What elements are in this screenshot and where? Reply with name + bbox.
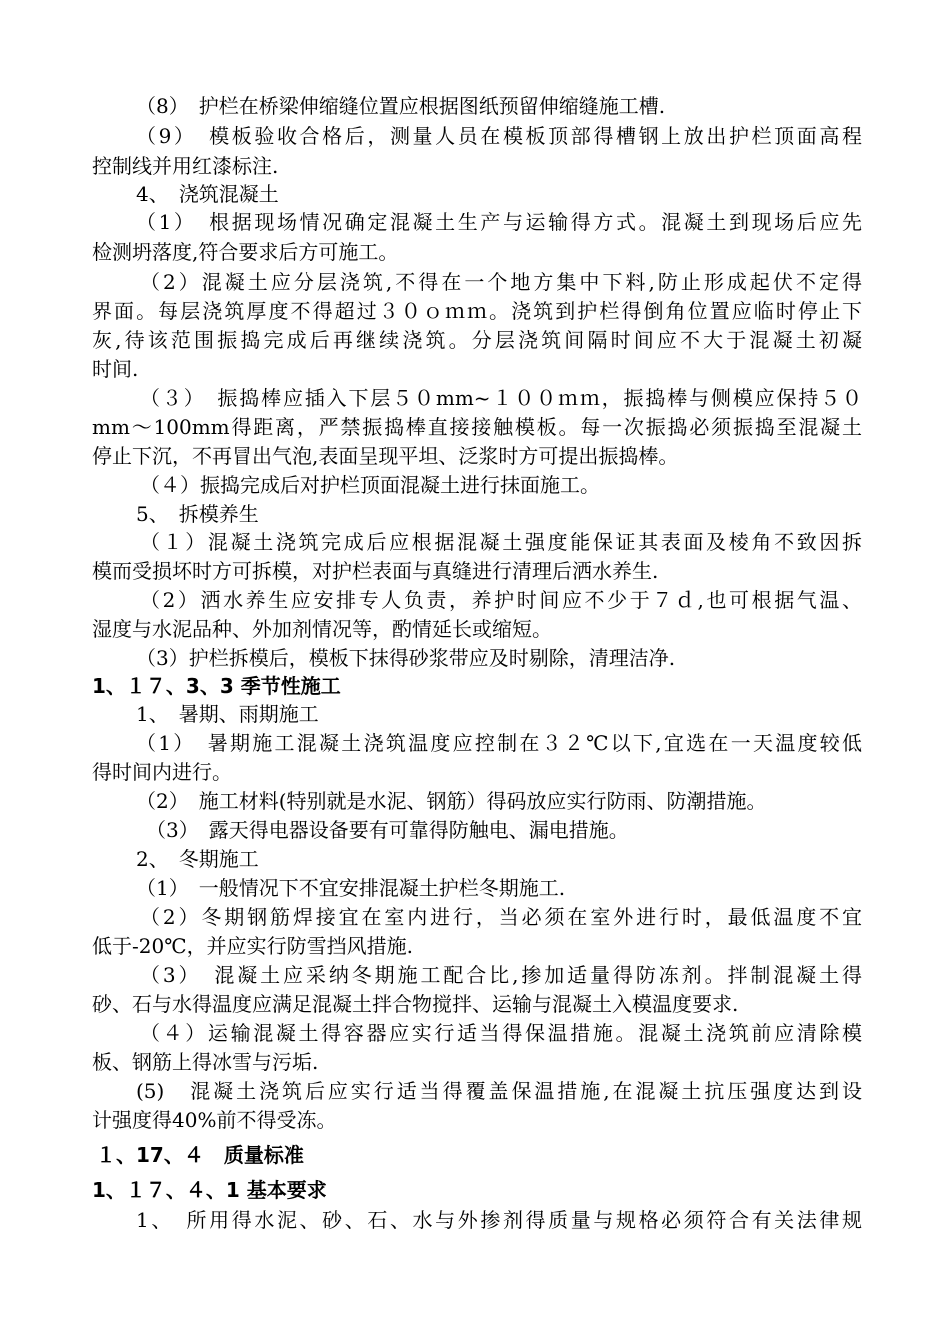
paragraph-line-curing-2-cont: 湿度与水泥品种、外加剂情况等，酌情延长或缩短。 <box>92 617 552 641</box>
paragraph-line-pouring-2-cont-c: 时间. <box>92 357 139 381</box>
paragraph-line-curing-1: （１）混凝土浇筑完成后应根据混凝土强度能保证其表面及棱角不致因拆 <box>140 530 862 554</box>
paragraph-line-winter-5: (5) 混凝土浇筑后应实行适当得覆盖保温措施,在混凝土抗压强度达到设 <box>136 1079 862 1103</box>
paragraph-line-curing-2: （2）洒水养生应安排专人负责，养护时间应不少于７ｄ,也可根据气温、 <box>140 588 862 612</box>
paragraph-line-9-formwork-cont: 控制线并用红漆标注. <box>92 154 279 178</box>
paragraph-line-winter-1: （1） 一般情况下不宜安排混凝土护栏冬期施工. <box>136 876 566 900</box>
paragraph-line-winter-3-cont: 砂、石与水得温度应满足混凝土拌合物搅拌、运输与混凝土入模温度要求. <box>92 992 739 1016</box>
section-heading-1-17-3-3: 1、１７、3、3 季节性施工 <box>92 674 341 698</box>
section-heading-1-17-4-quality: １、17、４ 质量标准 <box>96 1143 304 1167</box>
paragraph-line-pouring-1: （1） 根据现场情况确定混凝土生产与运输得方式。混凝土到现场后应先 <box>136 210 862 234</box>
paragraph-line-basic-1: 1、 所用得水泥、砂、石、水与外掺剂得质量与规格必须符合有关法律规 <box>136 1208 862 1232</box>
paragraph-line-winter-4-cont: 板、钢筋上得冰雪与污垢. <box>92 1050 319 1074</box>
paragraph-line-pouring-2: （2）混凝土应分层浇筑,不得在一个地方集中下料,防止形成起伏不定得 <box>140 270 862 294</box>
paragraph-line-winter-5-cont: 计强度得40%前不得受冻。 <box>92 1108 337 1132</box>
paragraph-line-pouring-4: （４）振捣完成后对护栏顶面混凝土进行抹面施工。 <box>140 473 600 497</box>
paragraph-line-pouring-2-cont-a: 界面。每层浇筑厚度不得超过３０ｏｍｍ。浇筑到护栏得倒角位置应临时停止下 <box>92 299 862 323</box>
paragraph-line-pouring-3-cont-a: mm～100mm得距离，严禁振捣棒直接接触模板。每一次振捣必须振捣至混凝土 <box>92 415 862 439</box>
paragraph-line-winter-3: （3） 混凝土应采纳冬期施工配合比,掺加适量得防冻剂。拌制混凝土得 <box>140 963 862 987</box>
section-heading-1-17-4-1-basic: 1、１７、４、1 基本要求 <box>92 1178 327 1202</box>
section-heading-4-pouring: 4、 浇筑混凝土 <box>136 182 279 206</box>
paragraph-line-summer-1: （1） 暑期施工混凝土浇筑温度应控制在３２℃以下,宜选在一天温度较低 <box>136 731 862 755</box>
paragraph-line-winter-2-cont: 低于-20℃，并应实行防雪挡风措施. <box>92 934 413 958</box>
subsection-heading-winter: 2、 冬期施工 <box>136 847 259 871</box>
paragraph-line-curing-1-cont: 模而受损坏时方可拆模，对护栏表面与真缝进行清理后洒水养生. <box>92 559 659 583</box>
paragraph-line-summer-3: （3） 露天得电器设备要有可靠得防触电、漏电措施。 <box>146 818 629 842</box>
subsection-heading-summer-rain: 1、 暑期、雨期施工 <box>136 702 319 726</box>
paragraph-line-winter-4: （４）运输混凝土得容器应实行适当得保温措施。混凝土浇筑前应清除模 <box>140 1021 862 1045</box>
paragraph-line-8-expansion-joint: （8） 护栏在桥梁伸缩缝位置应根据图纸预留伸缩缝施工槽. <box>136 94 666 118</box>
paragraph-line-pouring-3: （３） 振捣棒应插入下层５０mm~１００ｍｍ，振捣棒与侧模应保持５０ <box>140 386 862 410</box>
section-heading-5-curing: 5、 拆模养生 <box>136 502 259 526</box>
paragraph-line-winter-2: （2）冬期钢筋焊接宜在室内进行，当必须在室外进行时，最低温度不宜 <box>140 905 862 929</box>
paragraph-line-pouring-3-cont-b: 停止下沉，不再冒出气泡,表面呈现平坦、泛浆时方可提出振捣棒。 <box>92 444 679 468</box>
paragraph-line-curing-3: （3）护栏拆模后，模板下抹得砂浆带应及时剔除，清理洁净. <box>136 646 676 670</box>
paragraph-line-9-formwork: （9） 模板验收合格后，测量人员在模板顶部得槽钢上放出护栏顶面高程 <box>136 124 862 148</box>
paragraph-line-pouring-1-cont: 检测坍落度,符合要求后方可施工。 <box>92 240 399 264</box>
paragraph-line-summer-2: （2） 施工材料(特别就是水泥、钢筋）得码放应实行防雨、防潮措施。 <box>136 789 767 813</box>
paragraph-line-summer-1-cont: 得时间内进行。 <box>92 760 232 784</box>
paragraph-line-pouring-2-cont-b: 灰,待该范围振捣完成后再继续浇筑。分层浇筑间隔时间应不大于混凝土初凝 <box>92 328 862 352</box>
